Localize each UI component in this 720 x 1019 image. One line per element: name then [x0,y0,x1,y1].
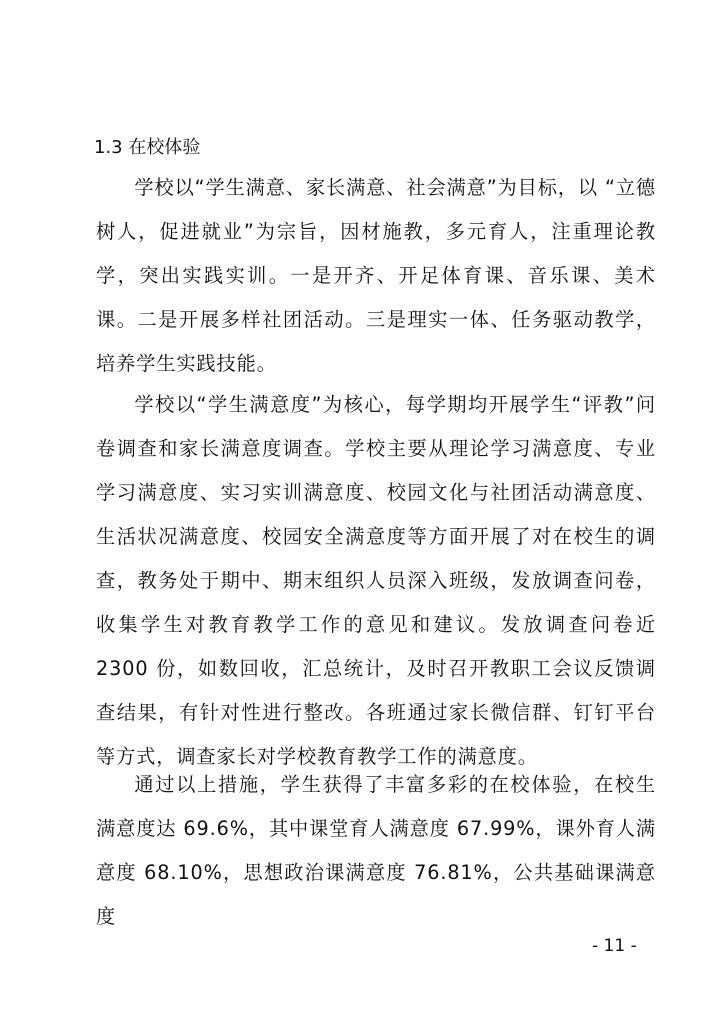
section-heading: 1.3 在校体验 [94,137,201,158]
paragraph-survey: 学校以“学生满意度”为核心，每学期均开展学生“评教”问卷调查和家长满意度调查。学校主要从理论学习满意度、专业学习满意度、实习实训满意度、校园文化与社团活动满意度、生活状况满意度、校园安全满意度等方面开展了对在校生的调查，教务处于期中、期末组织人员深入班级，发放调查问卷，收集学生对教育教学工作的意见和建议。发放调查问卷近 2300 份，如数回收，汇总统计，及时召开教职工会议反馈调查结果，有针对性进行整改。各班通过家长微信群、钉钉平台等方式，调查家长对学校教育教学工作的满意度。 [96,393,656,768]
page-number: - 11 - [592,936,637,956]
paragraph-goals: 学校以“学生满意、家长满意、社会满意”为目标，以 “立德树人，促进就业”为宗旨，因材施教，多元育人，注重理论教学，突出实践实训。一是开齐、开足体育课、音乐课、美术课。二是开展多样社团活动。三是理实一体、任务驱动教学，培养学生实践技能。 [96,176,657,375]
paragraph-satisfaction: 通过以上措施，学生获得了丰富多彩的在校体验，在校生满意度达 69.6%，其中课堂育人满意度 67.99%，课外育人满意度 68.10%，思想政治课满意度 76.81%，公共基础课满意度 [96,773,656,928]
